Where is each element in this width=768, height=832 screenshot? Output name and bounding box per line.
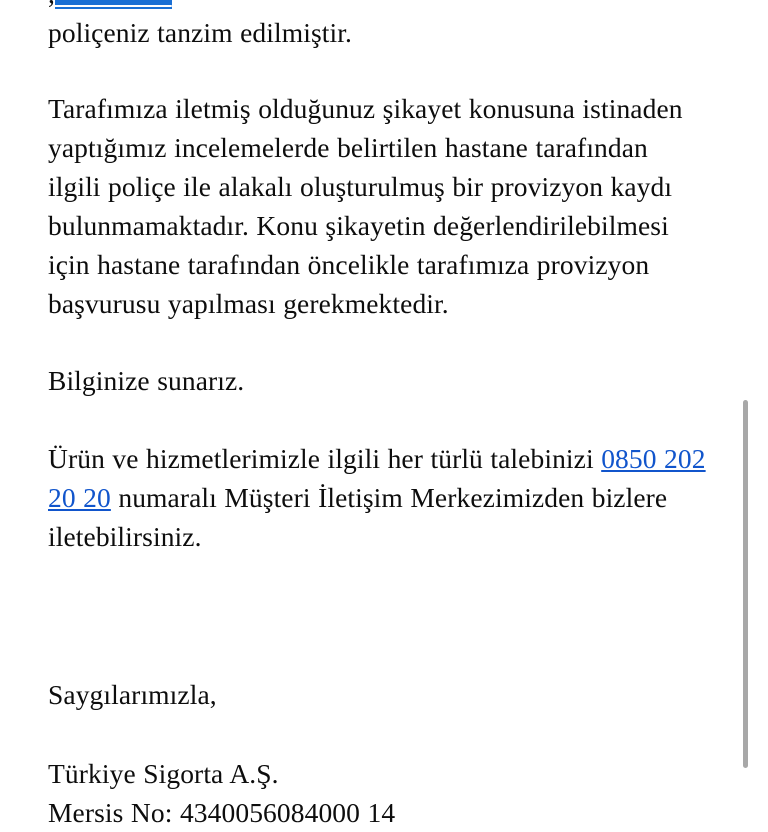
paragraph-contact [0, 439, 768, 556]
contact-tail-text: numaralı Müşteri İletişim Merkezimizden bizlere iletebilirsiniz. [48, 482, 668, 552]
vertical-scrollbar-thumb[interactable] [743, 400, 748, 768]
clipped-first-line [0, 0, 768, 13]
vertical-scrollbar-track[interactable] [753, 0, 758, 768]
paragraph-info: Bilginize sunarız. [48, 365, 245, 396]
first-line-prefix [48, 0, 55, 9]
customer-service-phone-link[interactable]: 0850 202 20 20 [48, 443, 706, 513]
paragraph-policy: poliçeniz tanzim edilmiştir. [48, 17, 352, 48]
contact-lead-text: Ürün ve hizmetlerimizle ilgili her türlü talebinizi [48, 443, 602, 474]
paragraph-company-name: Türkiye Sigorta A.Ş. [48, 758, 279, 789]
paragraph-complaint: Tarafımıza iletmiş olduğunuz şikayet konusuna istinaden yaptığımız incelemelerde belirtilen hastane tarafından ilgili poliçe ile alakalı oluşturulmuş bir provizyon kaydı bulunmamaktadır. Konu şikayetin değerlendirilebilmesi için hastane tarafından öncelikle tarafımıza provizyon başvurusu yapılması gerekmektedir. [48, 93, 683, 319]
paragraph-regards: Saygılarımızla, [48, 679, 217, 710]
paragraph-mersis-number: Mersis No: 4340056084000 14 [48, 797, 396, 828]
selected-link-highlight[interactable] [55, 0, 172, 9]
